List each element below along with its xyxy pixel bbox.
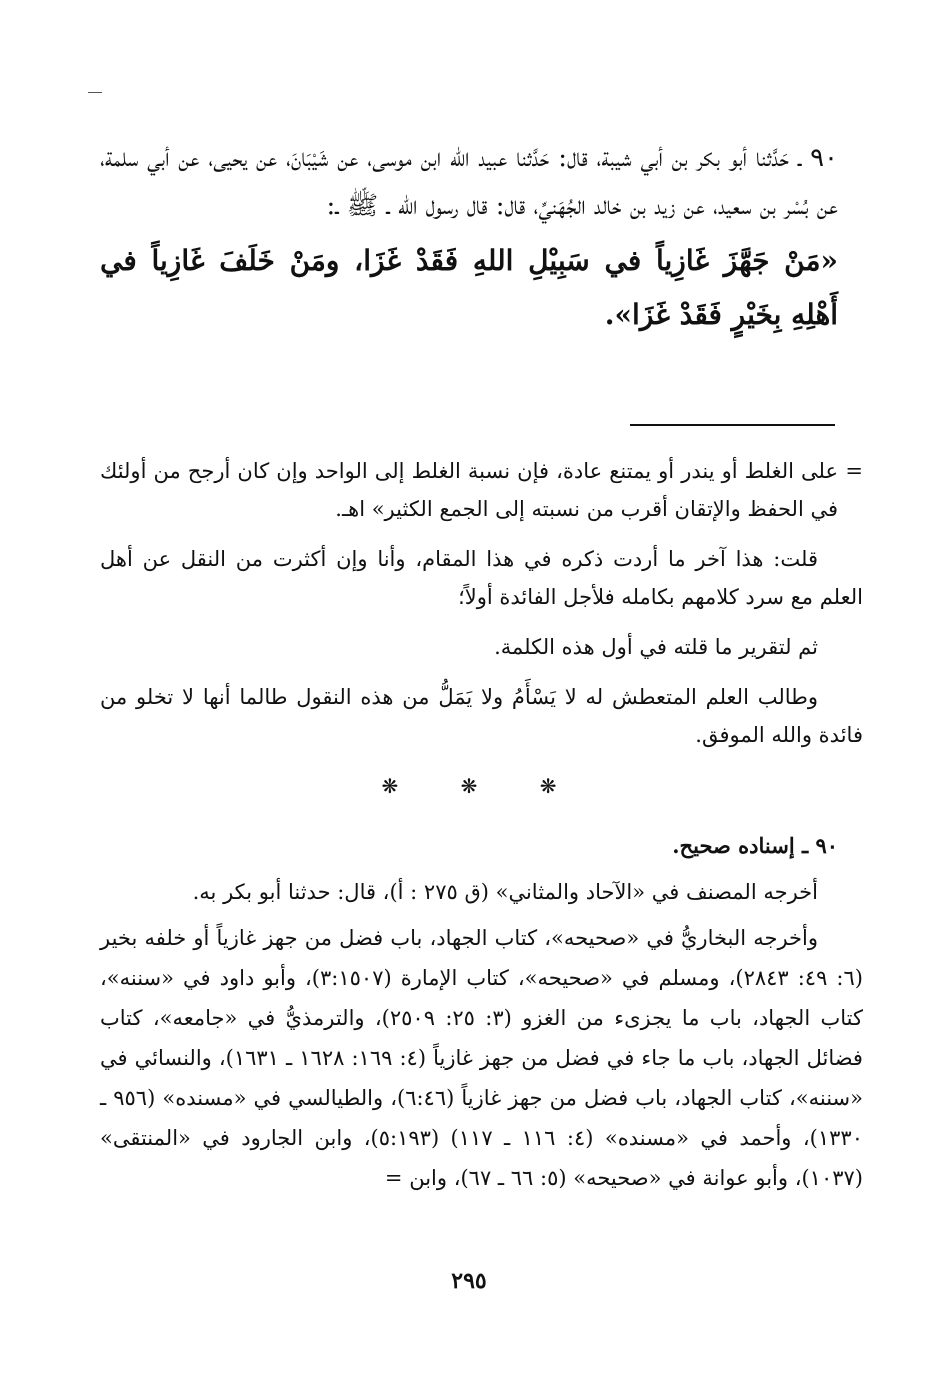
commentary-paragraph-text: وأخرجه البخاريُّ في «صحيحه»، كتاب الجهاد، باب فضل من جهز غازياً أو خلفه بخير (٦: ٤٩: ٢٨٤٣)، ومسلم في «صحيحه»، كتاب الإمارة (٣:١٥٠٧)، وأبو داود في «سننه»، كتاب الجهاد، باب ما يجزىء من الغزو (٣: ٢٥: ٢٥٠٩)، والترمذيُّ في «جامعه»، كتاب فضائل الجهاد، باب ما جاء في فضل من جهز غازياً (٤: ١٦٩: ١٦٢٨ ـ ١٦٣١)، والنسائي في «سننه»، كتاب الجهاد، باب فضل من جهز غازياً (٦:٤٦)، والطيالسي في «مسنده» (٩٥٦ ـ ١٣٣٠)، وأحمد في «مسنده» (٤: ١١٦ ـ ١١٧) (٥:١٩٣)، وابن الجارود في «المنتقى» (١٠٣٧)، وأبو عوانة في «صحيحه» (٥: ٦٦ ـ ٦٧)، وابن: [100, 926, 863, 1190]
commentary-heading: ٩٠ ـ إسناده صحيح.: [672, 833, 838, 858]
hadith-isnad: ٩٠ ـ حَدَّثنا أبو بكر بن أبي شيبة، قال: حَدَّثنا عبيد الله ابن موسى، عن شَيْبَانَ، عن يحيى، عن أبي سلمة، عن بُسْر بن سعيد، عن زيد بن خالد الجُهَنيِّ، قال: قال رسول الله ـ ﷺ ـ:: [100, 143, 838, 221]
hadith-matn: «مَنْ جَهَّزَ غَازِياً في سَبِيْلِ اللهِ فَقَدْ غَزَا، ومَنْ خَلَفَ غَازِياً في أَهْلِهِ بِخَيْرٍ فَقَدْ غَزَا».: [100, 244, 838, 331]
corner-mark: [88, 92, 102, 93]
commentary-paragraph: [100, 918, 863, 1198]
commentary-block: [100, 826, 863, 1204]
section-divider-stars: [0, 774, 938, 798]
commentary-paragraph: أخرجه المصنف في «الآحاد والمثاني» (ق ٢٧٥ : أ)، قال: حدثنا أبو بكر به.: [192, 880, 818, 904]
continuation-mark: =: [845, 459, 863, 483]
hadith-text-block: [100, 134, 838, 342]
footnote-paragraph-text: على الغلط أو يندر أو يمتنع عادة، فإن نسبة الغلط إلى الواحد وإن كان أرجح من أولئك في الحفظ والإتقان أقرب من نسبته إلى الجمع الكثير» اهـ.: [100, 459, 838, 521]
footnote-paragraph: قلت: هذا آخر ما أردت ذكره في هذا المقام، وأنا وإن أكثرت من النقل عن أهل العلم مع سرد كلامهم بكامله فلأجل الفائدة أولاً؛: [100, 547, 863, 609]
continuation-mark: =: [384, 1166, 403, 1190]
footnote-separator-line: [630, 424, 835, 426]
star-ornament: ❋: [539, 774, 557, 798]
page-number: ٢٩٥: [451, 1268, 487, 1294]
footnote-paragraph: [100, 452, 863, 528]
footnote-paragraph: وطالب العلم المتعطش له لا يَسْأَمُ ولا يَمَلُّ من هذه النقول طالما أنها لا تخلو من فائدة والله الموفق.: [100, 685, 863, 747]
footnote-paragraph: ثم لتقرير ما قلته في أول هذه الكلمة.: [494, 635, 818, 659]
footnote-block: [100, 452, 863, 766]
star-ornament: ❋: [381, 774, 399, 798]
star-ornament: ❋: [460, 774, 478, 798]
